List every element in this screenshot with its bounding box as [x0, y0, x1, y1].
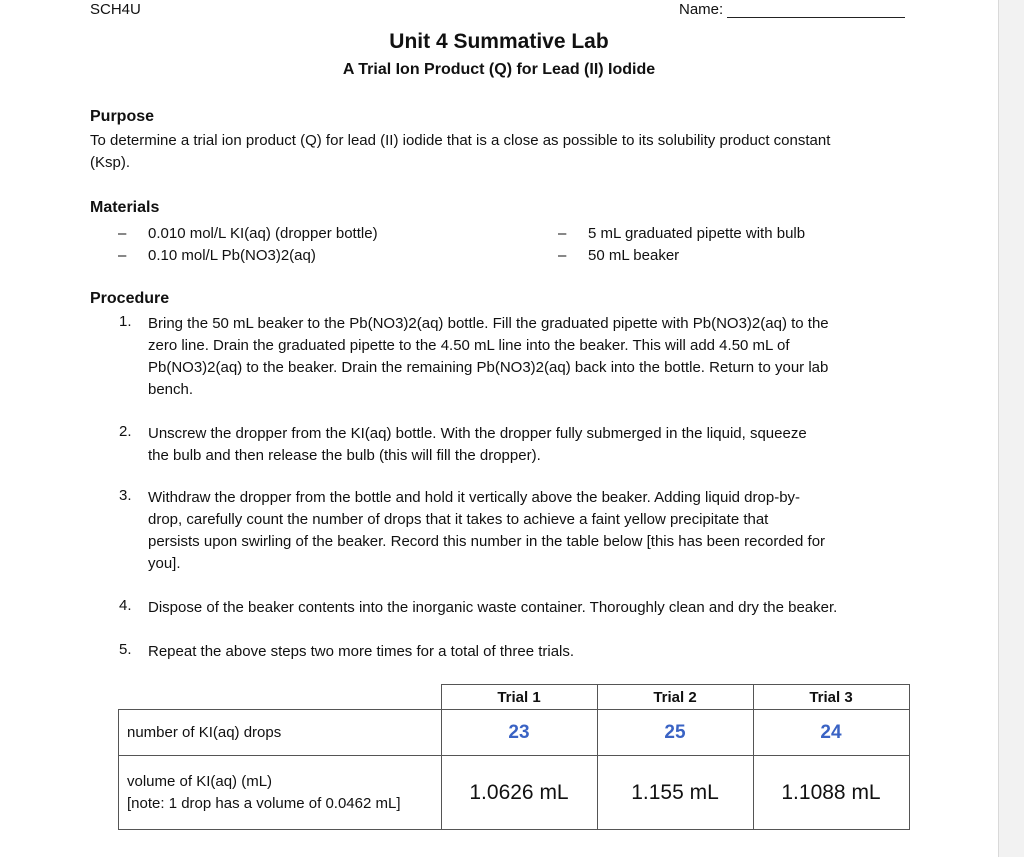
step-line: drop, carefully count the number of drops that it takes to achieve a faint yellow precipitate that: [148, 511, 769, 528]
purpose-text: [90, 130, 920, 174]
procedure-step-2: [148, 423, 910, 467]
step-line: zero line. Drain the graduated pipette to the 4.50 mL line into the beaker. This will add 4.50 mL of: [148, 337, 790, 354]
table-row: [119, 710, 910, 756]
step-line: persists upon swirling of the beaker. Record this number in the table below [this has been recorded for: [148, 533, 826, 550]
step-line: the bulb and then release the bulb (this will fill the dropper).: [148, 447, 541, 464]
procedure-step-3: [148, 487, 910, 575]
volume-note-line: [note: 1 drop has a volume of 0.0462 mL]: [127, 794, 401, 812]
step-line: Pb(NO3)2(aq) to the beaker. Drain the remaining Pb(NO3)2(aq) back into the bottle. Return to your lab: [148, 359, 829, 376]
subtitle-text: A Trial Ion Product (Q) for Lead (II) Iodide: [342, 61, 656, 78]
step-line: Withdraw the dropper from the bottle and hold it vertically above the beaker. Adding liquid drop-by-: [148, 489, 801, 506]
procedure-step-1: [148, 313, 910, 401]
purpose-line-2: (Ksp).: [90, 154, 131, 171]
name-label: Name:: [679, 1, 724, 18]
step-number: 4.: [119, 597, 132, 614]
step-number: 2.: [119, 423, 132, 440]
name-field: [679, 1, 905, 18]
procedure-heading: Procedure: [90, 290, 170, 307]
procedure-step-5: [148, 641, 910, 663]
material-item: – 5 mL graduated pipette with bulb: [558, 225, 806, 242]
purpose-line-1: To determine a trial ion product (Q) for lead (II) iodide that is a close as possible to its solubility product constant: [90, 132, 831, 149]
material-item: – 0.010 mol/L KI(aq) (dropper bottle): [118, 225, 378, 242]
material-item: – 0.10 mol/L Pb(NO3)2(aq): [118, 247, 316, 264]
header-trial-3: Trial 3: [753, 685, 909, 710]
materials-left-list: [118, 223, 538, 267]
step-line: Dispose of the beaker contents into the inorganic waste container. Thoroughly clean and dry the beaker.: [148, 599, 838, 616]
step-line: bench.: [148, 381, 194, 398]
drops-row-label: number of KI(aq) drops: [119, 710, 442, 756]
drops-trial-3: 24: [753, 710, 909, 756]
volume-trial-1: 1.0626 mL: [441, 756, 597, 830]
volume-row-label: [119, 756, 442, 830]
table-corner: [119, 685, 442, 710]
page-subtitle: [0, 61, 998, 79]
materials-heading: Materials: [90, 199, 160, 216]
step-line: Repeat the above steps two more times for a total of three trials.: [148, 643, 575, 660]
purpose-heading: Purpose: [90, 108, 155, 125]
volume-trial-2: 1.155 mL: [597, 756, 753, 830]
material-item: – 50 mL beaker: [558, 247, 680, 264]
procedure-step-4: [148, 597, 910, 619]
volume-label-line: volume of KI(aq) (mL): [127, 772, 273, 790]
volume-trial-3: 1.1088 mL: [753, 756, 909, 830]
header-trial-2: Trial 2: [597, 685, 753, 710]
materials-right-list: [558, 223, 958, 267]
header-trial-1: Trial 1: [441, 685, 597, 710]
trials-table: [118, 684, 910, 830]
course-code: SCH4U: [90, 1, 141, 18]
step-number: 5.: [119, 641, 132, 658]
step-number: 1.: [119, 313, 132, 330]
page-title: Unit 4 Summative Lab: [389, 30, 609, 53]
table-header-row: [119, 685, 910, 710]
step-line: Bring the 50 mL beaker to the Pb(NO3)2(aq) bottle. Fill the graduated pipette with Pb(NO3)2(aq) to the: [148, 315, 829, 332]
drops-trial-1: 23: [441, 710, 597, 756]
table-row: [119, 756, 910, 830]
step-line: Unscrew the dropper from the KI(aq) bottle. With the dropper fully submerged in the liquid, squeeze: [148, 425, 807, 442]
drops-trial-2: 25: [597, 710, 753, 756]
step-line: you].: [148, 555, 181, 572]
step-number: 3.: [119, 487, 132, 504]
name-blank-line: [727, 3, 905, 18]
